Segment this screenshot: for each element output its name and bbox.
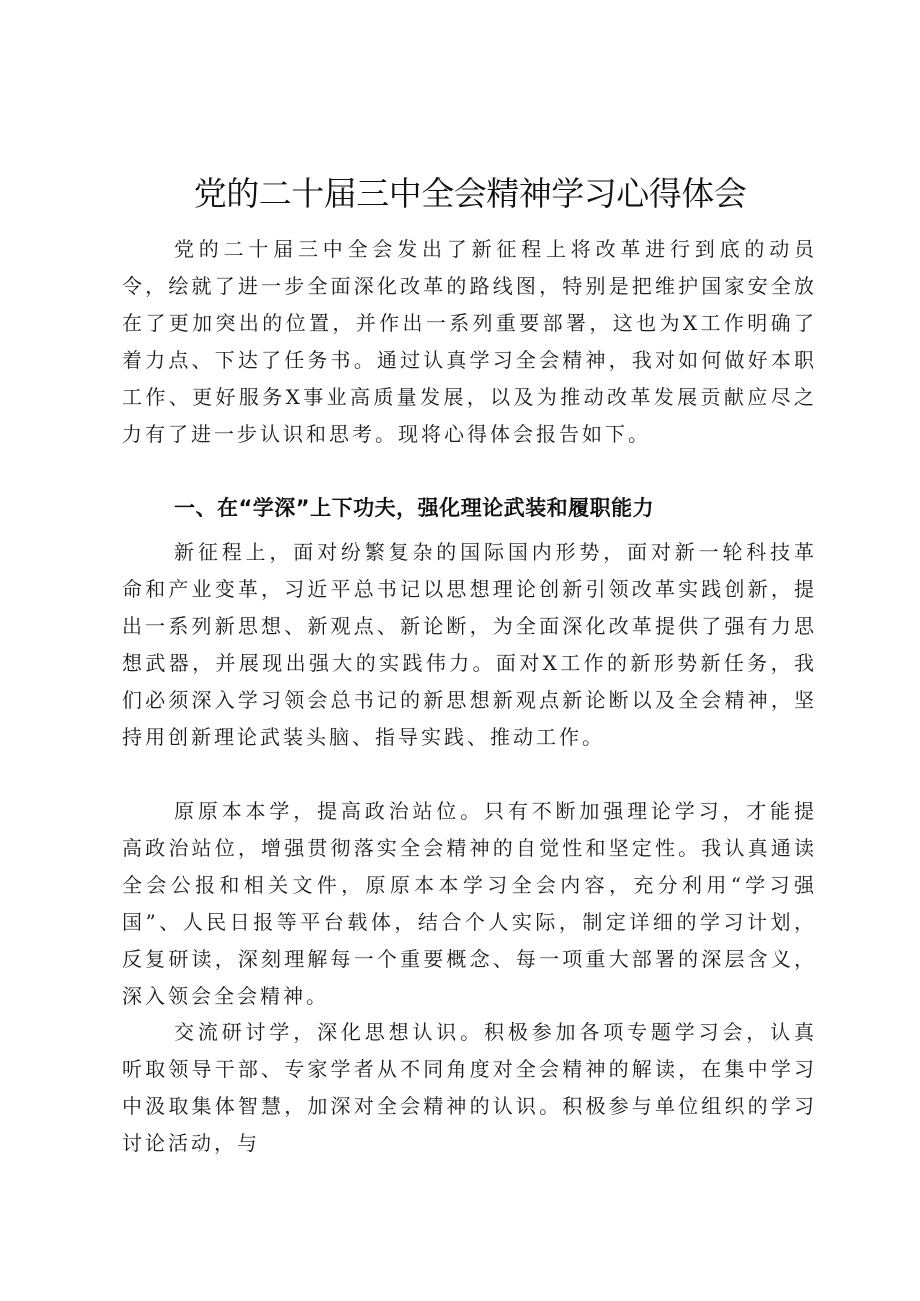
document-title: 党的二十届三中全会精神学习心得体会 [193, 174, 747, 213]
body-paragraph: 原原本本学，提高政治站位。只有不断加强理论学习，才能提高政治站位，增强贯彻落实全会精神的自觉性和坚定性。我认真通读全会公报和相关文件，原原本本学习全会内容，充分利用“学习强国”、人民日报等平台载体，结合个人实际，制定详细的学习计划，反复研读，深刻理解每一个重要概念、每一项重大部署的深层含义，深入领会全会精神。 [122, 799, 817, 1008]
intro-paragraph: 党的二十届三中全会发出了新征程上将改革进行到底的动员令，绘就了进一步全面深化改革的路线图，特别是把维护国家安全放在了更加突出的位置，并作出一系列重要部署，这也为X工作明确了着力点、下达了任务书。通过认真学习全会精神，我对如何做好本职工作、更好服务X事业高质量发展，以及为推动改革发展贡献应尽之力有了进一步认识和思考。现将心得体会报告如下。 [122, 237, 817, 446]
body-paragraph: 新征程上，面对纷繁复杂的国际国内形势，面对新一轮科技革命和产业变革，习近平总书记以思想理论创新引领改革实践创新，提出一系列新思想、新观点、新论断，为全面深化改革提供了强有力思想武器，并展现出强大的实践伟力。面对X工作的新形势新任务，我们必须深入学习领会总书记的新思想新观点新论断以及全会精神，坚持用创新理论武装头脑、指导实践、推动工作。 [122, 540, 817, 749]
section-heading: 一、在“学深”上下功夫，强化理论武装和履职能力 [174, 496, 655, 520]
body-paragraph: 交流研讨学，深化思想认识。积极参加各项专题学习会，认真听取领导干部、专家学者从不同角度对全会精神的解读，在集中学习中汲取集体智慧，加深对全会精神的认识。积极参与单位组织的学习讨论活动，与 [122, 1020, 817, 1155]
